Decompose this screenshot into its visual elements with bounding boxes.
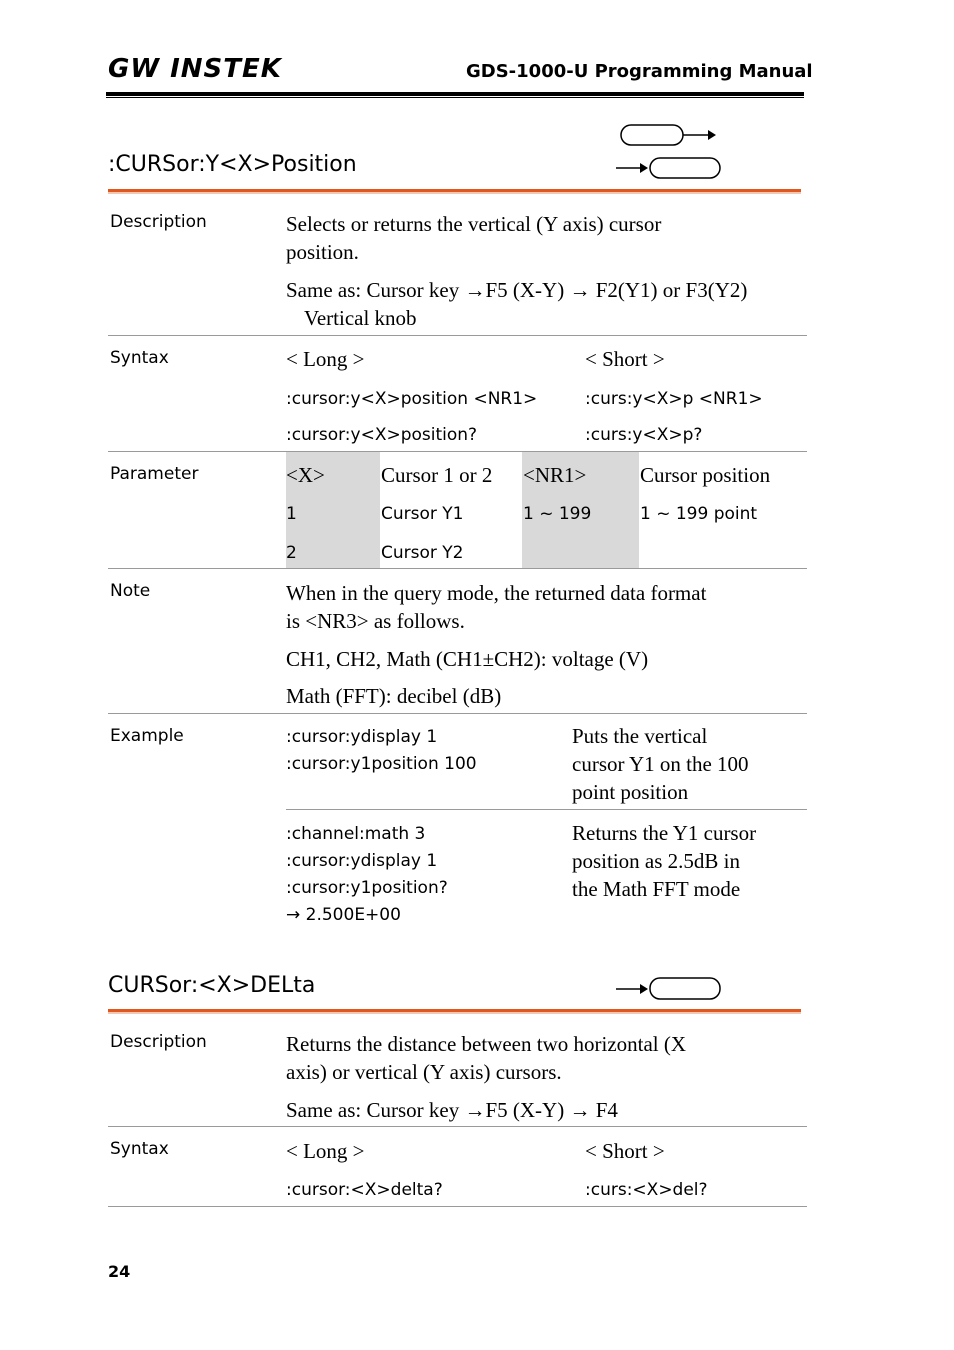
short-query-command: :curs:y<X>p? — [585, 425, 703, 445]
example1-code-line1: :cursor:ydisplay 1 — [286, 727, 438, 747]
param-cursor-header: Cursor 1 or 2 — [381, 463, 493, 487]
example2-code-line4: → 2.500E+00 — [286, 905, 401, 925]
syntax-label: Syntax — [110, 1139, 169, 1159]
same-as-line1: Same as: Cursor key →F5 (X-Y) → F2(Y1) or F3(Y2) — [286, 278, 748, 302]
long-header: < Long > — [286, 1139, 365, 1163]
long-set-command: :cursor:y<X>position <NR1> — [286, 389, 538, 409]
description-text-line2: position. — [286, 240, 359, 264]
row-divider — [108, 1126, 807, 1127]
param-row2-cursor: Cursor Y2 — [381, 543, 464, 563]
long-header: < Long > — [286, 347, 365, 371]
note-line2: is <NR3> as follows. — [286, 609, 465, 633]
same-as-line: Same as: Cursor key →F5 (X-Y) → F4 — [286, 1098, 618, 1122]
example2-code-line3: :cursor:y1position? — [286, 878, 448, 898]
example1-desc-line1: Puts the vertical — [572, 724, 708, 748]
example-label: Example — [110, 726, 184, 746]
note-line1: When in the query mode, the returned data format — [286, 581, 707, 605]
description-label: Description — [110, 1032, 207, 1052]
header-rule-thin — [106, 97, 804, 98]
description-text-line1: Returns the distance between two horizontal (X — [286, 1032, 687, 1056]
description-label: Description — [110, 212, 207, 232]
example1-code-line2: :cursor:y1position 100 — [286, 754, 477, 774]
row-divider — [108, 335, 807, 336]
example1-desc-line2: cursor Y1 on the 100 — [572, 752, 749, 776]
section-title-cursor-delta: CURSor:<X>DELta — [108, 973, 316, 998]
query-icon — [612, 974, 724, 1004]
example1-desc-line3: point position — [572, 780, 689, 804]
long-query-command: :cursor:<X>delta? — [286, 1180, 443, 1200]
param-x-header: <X> — [286, 463, 325, 487]
long-query-command: :cursor:y<X>position? — [286, 425, 478, 445]
param-row1-position: 1 ~ 199 point — [640, 504, 758, 524]
param-position-header: Cursor position — [640, 463, 771, 487]
syntax-label: Syntax — [110, 348, 169, 368]
short-query-command: :curs:<X>del? — [585, 1180, 708, 1200]
section-title-cursor-y-position: :CURSor:Y<X>Position — [108, 152, 357, 177]
note-line4: Math (FFT): decibel (dB) — [286, 684, 502, 708]
example2-desc-line2: position as 2.5dB in — [572, 849, 741, 873]
example2-desc-line1: Returns the Y1 cursor — [572, 821, 757, 845]
description-text-line2: axis) or vertical (Y axis) cursors. — [286, 1060, 562, 1084]
param-nr1-header: <NR1> — [523, 463, 587, 487]
short-set-command: :curs:y<X>p <NR1> — [585, 389, 763, 409]
param-row1-range: 1 ~ 199 — [523, 504, 592, 524]
row-divider — [108, 1206, 807, 1207]
same-as-line2: Vertical knob — [304, 306, 417, 330]
example-divider — [286, 809, 807, 810]
row-divider — [108, 713, 807, 714]
note-label: Note — [110, 581, 151, 601]
row-divider — [108, 568, 807, 569]
set-query-icon — [612, 120, 722, 182]
description-text-line1: Selects or returns the vertical (Y axis) cursor — [286, 212, 662, 236]
section-underline-shadow — [108, 1012, 801, 1014]
section-underline-shadow — [108, 192, 801, 194]
short-header: < Short > — [585, 347, 665, 371]
row-divider — [108, 451, 807, 452]
header-rule — [106, 92, 804, 96]
param-row1-x: 1 — [286, 504, 297, 524]
gw-instek-logo: GW INSTEK — [108, 54, 282, 84]
example2-code-line2: :cursor:ydisplay 1 — [286, 851, 438, 871]
page-number: 24 — [108, 1262, 131, 1281]
manual-title: GDS-1000-U Programming Manual — [466, 61, 813, 82]
param-row1-cursor: Cursor Y1 — [381, 504, 464, 524]
example2-code-line1: :channel:math 3 — [286, 824, 426, 844]
param-row2-x: 2 — [286, 543, 297, 563]
parameter-label: Parameter — [110, 464, 199, 484]
note-line3: CH1, CH2, Math (CH1±CH2): voltage (V) — [286, 647, 649, 671]
example2-desc-line3: the Math FFT mode — [572, 877, 741, 901]
short-header: < Short > — [585, 1139, 665, 1163]
